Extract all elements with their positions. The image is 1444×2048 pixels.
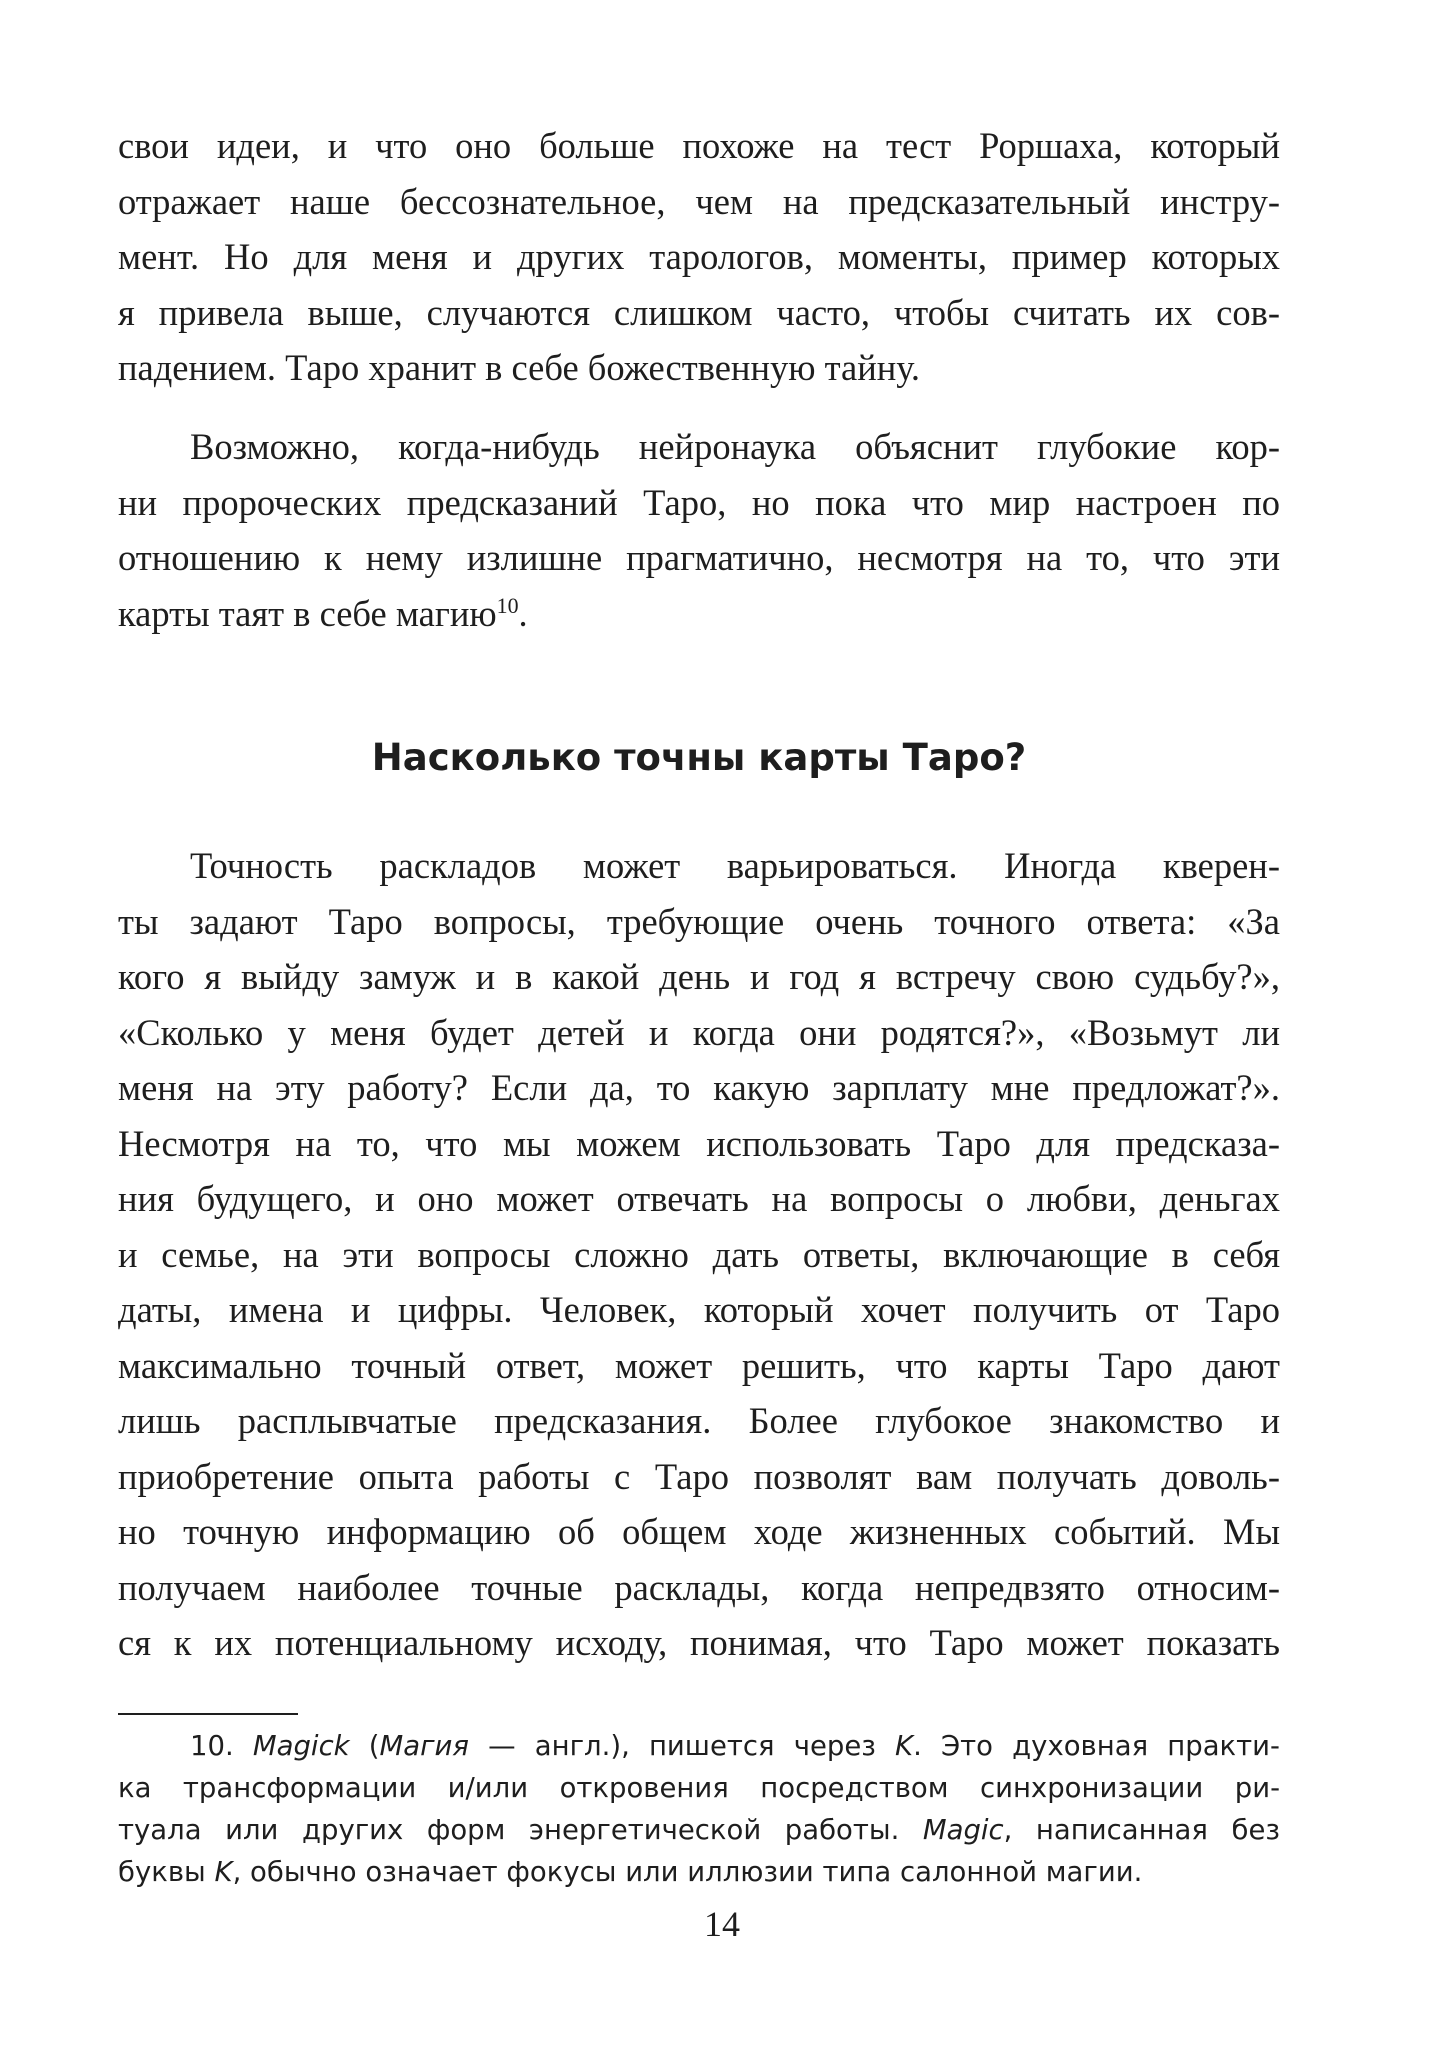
footnote-number: 10. (190, 1730, 234, 1762)
text-fragment: карты таят в себе магию (118, 592, 497, 634)
text-line: ни пророческих предсказаний Таро, но пока что мир настроен по (118, 481, 1280, 523)
footnote-line: 10. Magick (Магия — англ.), пишется через K. Это духовная практи- (190, 1730, 1280, 1762)
footnote-letter: K (214, 1856, 233, 1888)
page-number: 14 (704, 1904, 740, 1944)
footnote-line: ка трансформации и/или откровения посредством синхронизации ри- (118, 1772, 1280, 1804)
text-fragment: . Это духовная практи- (913, 1730, 1280, 1762)
text-line: лишь расплывчатые предсказания. Более глубокое знакомство и (118, 1400, 1280, 1441)
paragraph-3 (118, 838, 1280, 1671)
text-line: ты задают Таро вопросы, требующие очень точного ответа: «За (118, 900, 1280, 942)
text-line: даты, имена и цифры. Человек, который хочет получить от Таро (118, 1289, 1280, 1330)
text-line: отражает наше бессознательное, чем на предсказательный инстру- (118, 180, 1280, 222)
text-line: мент. Но для меня и других тарологов, моменты, пример которых (118, 236, 1280, 277)
text-line: и семье, на эти вопросы сложно дать ответы, включающие в себя (118, 1233, 1280, 1275)
text-line: Точность раскладов может варьироваться. Иногда кверен- (190, 845, 1280, 886)
text-line: но точную информацию об общем ходе жизненных событий. Мы (118, 1511, 1280, 1552)
footnote-reference: 10 (496, 592, 519, 618)
text-line: Возможно, когда-нибудь нейронаука объяснит глубокие кор- (190, 426, 1280, 467)
text-fragment: буквы (118, 1856, 215, 1888)
text-fragment: , обычно означает фокусы или иллюзии типа салонной магии. (232, 1856, 1143, 1888)
text-line: ния будущего, и оно может отвечать на вопросы о любви, деньгах (118, 1178, 1280, 1219)
section-heading: Насколько точны карты Таро? (371, 736, 1027, 779)
text-fragment: — англ.), пишется через (468, 1730, 896, 1762)
text-line: максимально точный ответ, может решить, что карты Таро дают (118, 1344, 1280, 1386)
footnote-separator (118, 1713, 298, 1715)
text-line: свои идеи, и что оно больше похоже на тест Роршаха, который (118, 125, 1280, 166)
footnote-translation: Магия (379, 1730, 469, 1762)
footnote-letter: K (895, 1730, 914, 1762)
text-line: Несмотря на то, что мы можем использовать Таро для предсказа- (118, 1122, 1280, 1164)
text-fragment: . (518, 592, 528, 634)
text-fragment: туала или других форм энергетической работы. (118, 1814, 923, 1846)
text-fragment: , написанная без (1003, 1814, 1280, 1846)
footnote-line (118, 1809, 1280, 1851)
text-line: получаем наиболее точные расклады, когда непредвзято относим- (118, 1566, 1280, 1608)
text-line: «Сколько у меня будет детей и когда они родятся?», «Возьмут ли (118, 1011, 1280, 1053)
footnote (118, 1725, 1280, 1893)
text-line: приобретение опыта работы с Таро позволят вам получать доволь- (118, 1455, 1280, 1497)
paragraph-2 (118, 419, 1280, 641)
text-line: падением. Таро хранит в себе божественную тайну. (118, 347, 921, 388)
footnote-term: Magick (252, 1730, 350, 1762)
text-line-with-footnote (118, 586, 1280, 642)
text-line: я привела выше, случаются слишком часто, чтобы считать их сов- (118, 291, 1280, 333)
text-line: отношению к нему излишне прагматично, несмотря на то, что эти (118, 537, 1280, 578)
footnote-term: Magic (922, 1814, 1004, 1846)
text-line: ся к их потенциальному исходу, понимая, что Таро может показать (118, 1622, 1280, 1663)
text-line: меня на эту работу? Если да, то какую зарплату мне предложат?». (118, 1067, 1280, 1108)
continued-paragraph (118, 118, 1280, 396)
text-line: кого я выйду замуж и в какой день и год я встречу свою судьбу?», (118, 956, 1280, 997)
footnote-line (118, 1851, 1280, 1893)
